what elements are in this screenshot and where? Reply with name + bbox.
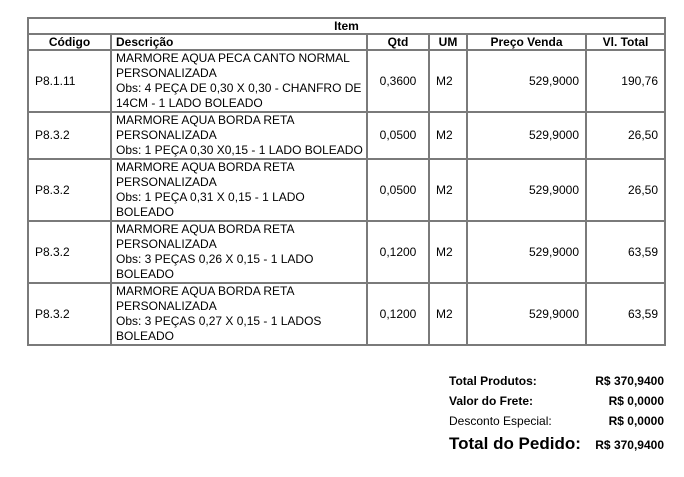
total-pedido-row: [449, 434, 664, 458]
cell-total: 26,50: [586, 159, 665, 221]
desc-line: MARMORE AQUA BORDA RETA: [116, 222, 295, 236]
cell-descricao: [111, 283, 367, 345]
obs-text: Obs: 4 PEÇA DE 0,30 X 0,30 - CHANFRO DE 14CM - 1 LADO BOLEADO: [116, 81, 362, 110]
cell-descricao: [111, 159, 367, 221]
cell-total: 190,76: [586, 50, 665, 112]
total-pedido-value: R$ 370,9400: [595, 438, 664, 452]
table-row: [28, 159, 665, 221]
desconto-row: [449, 414, 664, 434]
cell-codigo: P8.3.2: [28, 112, 111, 159]
group-header: Item: [28, 18, 665, 34]
cell-codigo: P8.3.2: [28, 159, 111, 221]
obs-text: Obs: 3 PEÇAS 0,27 X 0,15 - 1 LADOS BOLEADO: [116, 314, 322, 343]
frete-row: [449, 394, 664, 414]
desc-line: PERSONALIZADA: [116, 175, 217, 189]
table-row: [28, 221, 665, 283]
cell-qtd: 0,1200: [367, 283, 429, 345]
col-descricao: Descrição: [111, 34, 367, 50]
cell-qtd: 0,1200: [367, 221, 429, 283]
cell-preco: 529,9000: [467, 50, 586, 112]
cell-preco: 529,9000: [467, 283, 586, 345]
desc-line: PERSONALIZADA: [116, 128, 217, 142]
cell-preco: 529,9000: [467, 221, 586, 283]
order-summary: [449, 374, 664, 458]
desc-line: MARMORE AQUA BORDA RETA: [116, 113, 295, 127]
cell-total: 63,59: [586, 221, 665, 283]
col-um: UM: [429, 34, 467, 50]
cell-qtd: 0,0500: [367, 159, 429, 221]
cell-qtd: 0,0500: [367, 112, 429, 159]
desc-line: MARMORE AQUA BORDA RETA: [116, 284, 295, 298]
desconto-label: Desconto Especial:: [449, 414, 552, 428]
desc-line: PERSONALIZADA: [116, 299, 217, 313]
cell-codigo: P8.3.2: [28, 221, 111, 283]
cell-codigo: P8.3.2: [28, 283, 111, 345]
total-produtos-value: R$ 370,9400: [595, 374, 664, 388]
cell-preco: 529,9000: [467, 159, 586, 221]
desconto-value: R$ 0,0000: [608, 414, 664, 428]
cell-total: 63,59: [586, 283, 665, 345]
cell-um: M2: [429, 283, 467, 345]
cell-um: M2: [429, 50, 467, 112]
frete-label: Valor do Frete:: [449, 394, 534, 408]
total-produtos-row: [449, 374, 664, 394]
cell-um: M2: [429, 112, 467, 159]
items-table: [27, 17, 666, 346]
cell-descricao: [111, 50, 367, 112]
obs-text: Obs: 1 PEÇA 0,30 X0,15 - 1 LADO BOLEADO: [116, 143, 363, 157]
column-headers: [28, 34, 665, 50]
cell-um: M2: [429, 159, 467, 221]
total-pedido-label: Total do Pedido:: [449, 434, 581, 453]
cell-qtd: 0,3600: [367, 50, 429, 112]
table-row: [28, 50, 665, 112]
desc-line: MARMORE AQUA PECA CANTO NORMAL: [116, 51, 350, 65]
obs-text: Obs: 1 PEÇA 0,31 X 0,15 - 1 LADO BOLEADO: [116, 190, 305, 219]
cell-codigo: P8.1.11: [28, 50, 111, 112]
desc-line: MARMORE AQUA BORDA RETA: [116, 160, 295, 174]
frete-value: R$ 0,0000: [608, 394, 664, 408]
desc-line: PERSONALIZADA: [116, 66, 217, 80]
cell-preco: 529,9000: [467, 112, 586, 159]
cell-total: 26,50: [586, 112, 665, 159]
col-qtd: Qtd: [367, 34, 429, 50]
cell-um: M2: [429, 221, 467, 283]
total-produtos-label: Total Produtos:: [449, 374, 537, 388]
desc-line: PERSONALIZADA: [116, 237, 217, 251]
table-row: [28, 283, 665, 345]
cell-descricao: [111, 112, 367, 159]
cell-descricao: [111, 221, 367, 283]
obs-text: Obs: 3 PEÇAS 0,26 X 0,15 - 1 LADO BOLEADO: [116, 252, 314, 281]
col-codigo: Código: [28, 34, 111, 50]
col-preco-venda: Preço Venda: [467, 34, 586, 50]
table-row: [28, 112, 665, 159]
col-vl-total: Vl. Total: [586, 34, 665, 50]
